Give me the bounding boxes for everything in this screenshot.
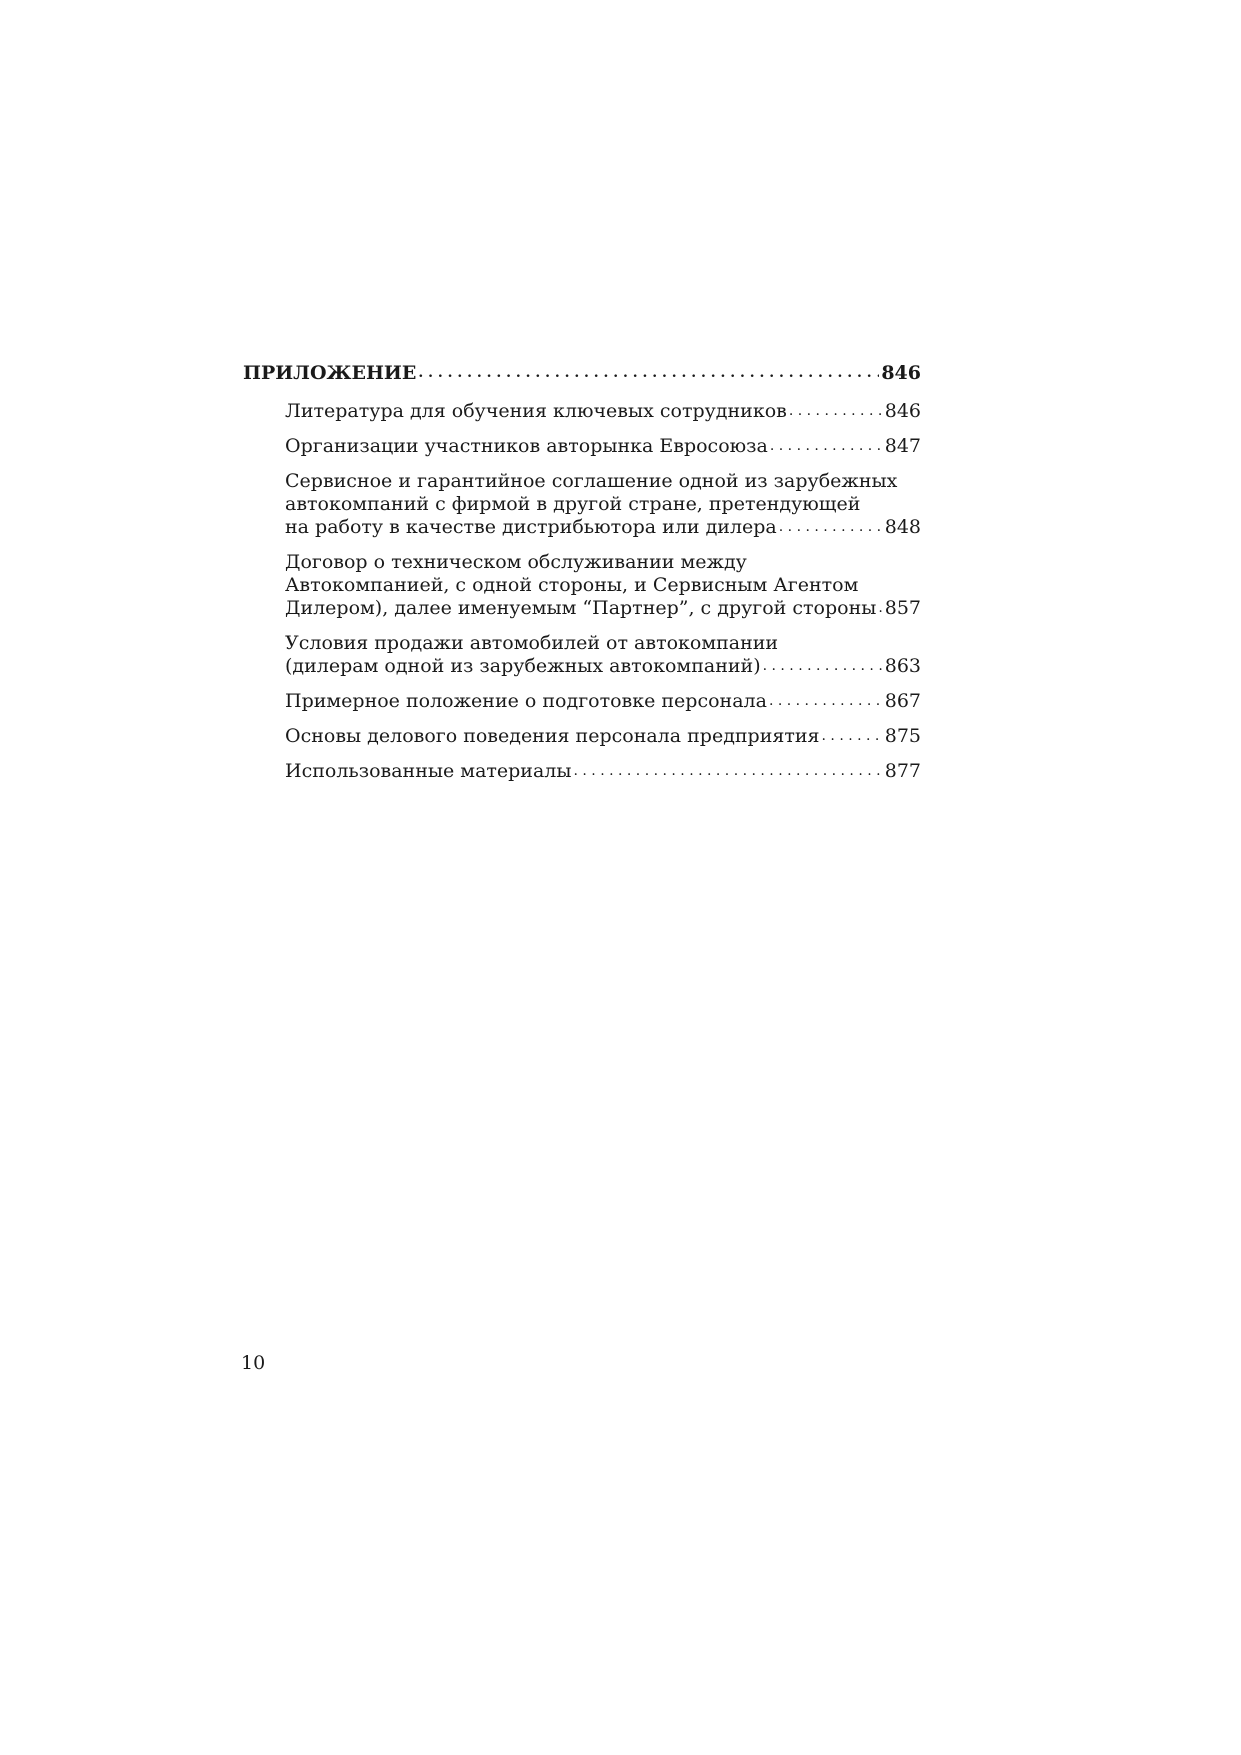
page-number: 10	[241, 1352, 266, 1374]
toc-entry-text-line: автокомпаний с фирмой в другой стране, претендующей	[285, 493, 861, 515]
toc-entry-text: Организации участников авторынка Евросоюза	[285, 435, 768, 457]
toc-page-number: 863	[884, 655, 921, 677]
toc-entry-text: Примерное положение о подготовке персонала	[285, 690, 767, 712]
toc-page-number: 846	[884, 400, 921, 422]
toc-entry-text: Литература для обучения ключевых сотрудников	[285, 400, 787, 422]
toc-leader-dots	[822, 725, 883, 748]
toc-page-number: 877	[884, 760, 921, 782]
toc-entry-business-conduct[interactable]	[285, 725, 921, 748]
toc-entry-maintenance-contract[interactable]	[285, 551, 921, 620]
toc-leader-dots	[770, 435, 883, 458]
toc-page-number: 867	[884, 690, 921, 712]
toc-leader-dots	[878, 597, 882, 620]
toc-entry-text-line: Договор о техническом обслуживании между	[285, 551, 747, 573]
toc-leader-dots	[418, 362, 879, 385]
toc-entry-sales-conditions[interactable]	[285, 632, 921, 678]
toc-leader-dots	[763, 655, 883, 678]
toc-entry-staff-training[interactable]	[285, 690, 921, 713]
toc-entry-eu-organizations[interactable]	[285, 435, 921, 458]
toc-entry-text-line: Сервисное и гарантийное соглашение одной из зарубежных	[285, 470, 898, 492]
toc-page-number: 875	[884, 725, 921, 747]
toc-entry-literature[interactable]	[285, 400, 921, 423]
toc-entry-text-line: Автокомпанией, с одной стороны, и Сервисным Агентом	[285, 574, 859, 596]
toc-leader-dots	[779, 516, 883, 539]
toc-entry-text: Использованные материалы	[285, 760, 572, 782]
toc-leader-dots	[789, 400, 883, 423]
toc-entry-service-agreement[interactable]	[285, 470, 921, 539]
toc-section-appendix[interactable]	[243, 362, 921, 385]
toc-leader-dots	[574, 760, 883, 783]
toc-entry-text: Дилером), далее именуемым “Партнер”, с другой стороны	[285, 597, 877, 619]
toc-section-title: ПРИЛОЖЕНИЕ	[243, 362, 417, 384]
toc-page-number: 847	[884, 435, 921, 457]
toc-page-number: 846	[881, 362, 921, 384]
toc-page-number: 857	[884, 597, 921, 619]
toc-entry-text: (дилерам одной из зарубежных автокомпаний)	[285, 655, 761, 677]
toc-entry-text-line: Условия продажи автомобилей от автокомпании	[285, 632, 779, 654]
toc-page-number: 848	[884, 516, 921, 538]
toc-entry-materials-used[interactable]	[285, 760, 921, 783]
toc-leader-dots	[769, 690, 883, 713]
toc-entry-text: на работу в качестве дистрибьютора или дилера	[285, 516, 777, 538]
toc-entry-text: Основы делового поведения персонала предприятия	[285, 725, 820, 747]
table-of-contents	[243, 362, 921, 795]
